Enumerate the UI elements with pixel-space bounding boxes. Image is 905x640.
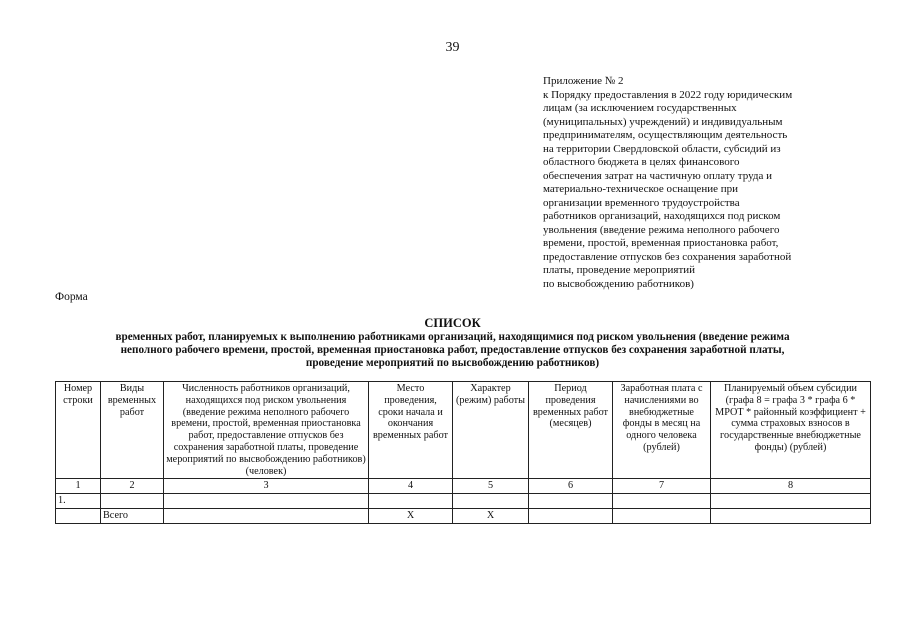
appendix-line: по высвобождению работников) [543,277,694,290]
table-cell [711,508,871,523]
form-label: Форма [55,291,88,303]
document-title: СПИСОК [424,316,481,330]
header-period: Период проведения временных работ (месяцев) [529,382,613,479]
table-cell [369,494,453,509]
header-salary: Заработная плата с начислениями во внебюджетные фонды в месяц на одного человека (рублей) [613,382,711,479]
appendix-line: времени, простой, временная приостановка работ, [543,237,779,249]
table-cell: 8 [711,479,871,494]
appendix-line: работников организаций, находящихся под риском [543,210,781,222]
table-cell [164,508,369,523]
appendix-line: к Порядку предоставления в 2022 году юридическим [543,88,793,101]
table-cell: 3 [164,479,369,494]
works-table [55,381,871,524]
appendix-line: платы, проведение мероприятий [543,264,696,276]
table-cell [164,494,369,509]
subtitle-line: неполного рабочего времени, простой, временная приостановка работ, предоставление отпусков без сохранения заработной платы, [120,344,785,356]
table-cell [613,508,711,523]
table-cell [453,494,529,509]
header-location-dates: Место проведения, сроки начала и окончания временных работ [369,382,453,479]
appendix-line: предоставление отпусков без сохранения заработной [543,250,792,263]
header-subsidy: Планируемый объем субсидии (графа 8 = графа 3 * графа 6 * МРОТ * районный коэффициент + сумма страховых взносов в государственные внебюджетные фонды) (рублей) [711,382,871,479]
table-cell: 5 [453,479,529,494]
appendix-line: Приложение № 2 [543,75,624,87]
table-header-row [56,382,871,479]
table-cell [613,494,711,509]
page-number: 39 [445,40,460,55]
table-cell: Х [369,508,453,523]
table-cell [101,494,164,509]
table-cell [711,494,871,509]
appendix-line: материально-техническое оснащение при [543,183,738,195]
appendix-line: предпринимателям, осуществляющим деятельность [543,129,788,141]
table-cell: 2 [101,479,164,494]
appendix-line: (муниципальных) учреждений) и индивидуальным [543,115,783,128]
table-row [56,494,871,509]
header-employee-count: Численность работников организаций, находящихся под риском увольнения (введение режима неполного рабочего времени, простой, временная приостановка работ, предоставление отпусков без сохранения заработной платы, проведение мероприятий по высвобождению работников) (человек) [164,382,369,479]
table-cell: 1. [56,494,101,509]
table-cell: 6 [529,479,613,494]
table-cell: 7 [613,479,711,494]
table-cell [529,494,613,509]
appendix-note [543,75,843,291]
column-number-row [56,479,871,494]
appendix-line: обеспечения затрат на частичную оплату труда и [543,169,773,182]
table-cell [56,508,101,523]
appendix-line: увольнения (введение режима неполного рабочего [543,223,780,236]
total-label: Всего [101,508,164,523]
table-total-row [56,508,871,523]
table-cell: Х [453,508,529,523]
subtitle-line: проведение мероприятий по высвобождению работников) [305,357,600,369]
header-work-types: Виды временных работ [101,382,164,479]
table-cell: 4 [369,479,453,494]
table-cell: 1 [56,479,101,494]
subtitle-line: временных работ, планируемых к выполнению работниками организаций, находящимися под риском увольнения (введение режима [115,331,790,343]
table-cell [529,508,613,523]
header-work-mode: Характер (режим) работы [453,382,529,479]
appendix-line: областного бюджета в целях финансового [543,156,740,168]
document-subtitle [40,331,865,370]
header-row-number: Номер строки [56,382,101,479]
appendix-line: лицам (за исключением государственных [543,102,737,114]
appendix-line: организации временного трудоустройства [543,196,740,209]
appendix-line: на территории Свердловской области, субсидий из [543,142,781,155]
